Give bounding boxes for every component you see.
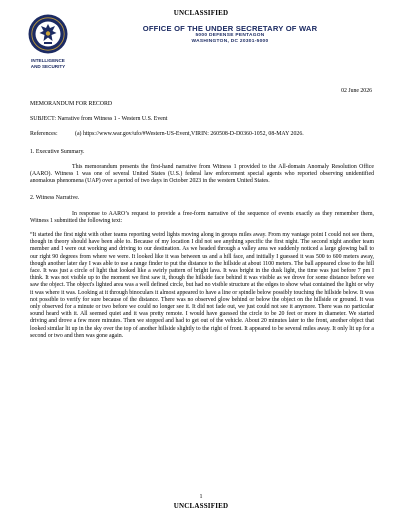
section-1-body: This memorandum presents the first-hand narrative from Witness 1 provided to the All-domain Anomaly Resolution Office (AARO). Witness 1 was one of several United States (U.S.) federal law enforcement special agents who reported observing unidentified anomalous phenomena (UAP) over a period of two days in October 2023 in the western United States. [30, 163, 374, 185]
letterhead [100, 24, 360, 45]
seal-caption-line2: AND SECURITY [30, 63, 66, 69]
department-of-war-seal-icon [28, 14, 68, 54]
witness-narrative: “It started the first night with other teams reporting weird lights moving along in groups miles away. From my vantage point I could not see them, though in theory should have been able to. Because of my location I did not see anything specific the first night. The second night another team member and I were out working and driving to our destination. As we headed through a valley area we suddenly noticed a large glowing ball to our right 90 degrees from where we were. It looked like it was between us and a hill face, and initially I guessed it was 500 to 600 meters away, though another later day I was able to use a range finder to put the distance to the hillside at about 1100 meters. The ball appeared close to the hill face. It was just a circle of light that looked like a swirly pattern of bright lava. It was bright in the dusk light, the time was just before 7 pm I think. It was not visible up to the moment we first saw it, though the hillside face behind it was visible as we drove for some distance before we saw the object. The object's lighted area was a well defined circle, but had no visible structure at the edges to show what contained the light or why it was where it was. Looking at it through binoculars it almost appeared to have a line or spindle below possibly touching the hillside below. It was not possible to verify for sure because of the distance. There was no observed glow behind or below the object on the hillside or ground. It was only observed for a minute or two before we could no longer see it. It did not fade out, we just could not see it anymore. There was no particular sound heard with it. All seemed quiet and it was pretty remote. I would have guessed the circle to be 20 feet or more in diameter. We started driving and drove a few more minutes. Then we stopped and had to get out of the vehicle. About 20 minutes later to the front, another object that looked similar lit up in the sky over the top of another hillside slightly to the right of front. It appeared to be several miles away. It only lit up for a second or two and then was gone again. [30, 232, 374, 339]
classification-footer: UNCLASSIFIED [173, 502, 229, 510]
office-address-line2: WASHINGTON, DC 20301-5000 [191, 38, 269, 44]
section-1-title: 1. Executive Summary. [30, 148, 85, 155]
section-2-intro: In response to AARO’s request to provide a free-form narrative of the sequence of events exactly as they remember them, Witness 1 submitted the following text: [30, 210, 374, 224]
seal-caption [14, 58, 82, 69]
page-number: 1 [199, 494, 203, 500]
references-text: (a) https://www.war.gov/ufo/#Western-US-Event,VIRIN: 260508-D-D0360-1052, 08-MAY 2026. [75, 131, 304, 138]
memo-date: 02 June 2026 [341, 88, 372, 94]
office-name: OFFICE OF THE UNDER SECRETARY OF WAR [142, 24, 318, 33]
references-label: References: [30, 131, 58, 138]
references [30, 131, 374, 138]
section-2-title: 2. Witness Narrative. [30, 195, 80, 202]
memo-body [30, 101, 374, 340]
memo-for-record: MEMORANDUM FOR RECORD [30, 101, 113, 107]
memo-subject: SUBJECT: Narrative from Witness 1 - Western U.S. Event [30, 116, 168, 123]
seal-caption-line1: INTELLIGENCE [31, 58, 65, 63]
office-address-line1: 5000 DEFENSE PENTAGON [195, 33, 265, 38]
classification-header: UNCLASSIFIED [173, 9, 229, 17]
